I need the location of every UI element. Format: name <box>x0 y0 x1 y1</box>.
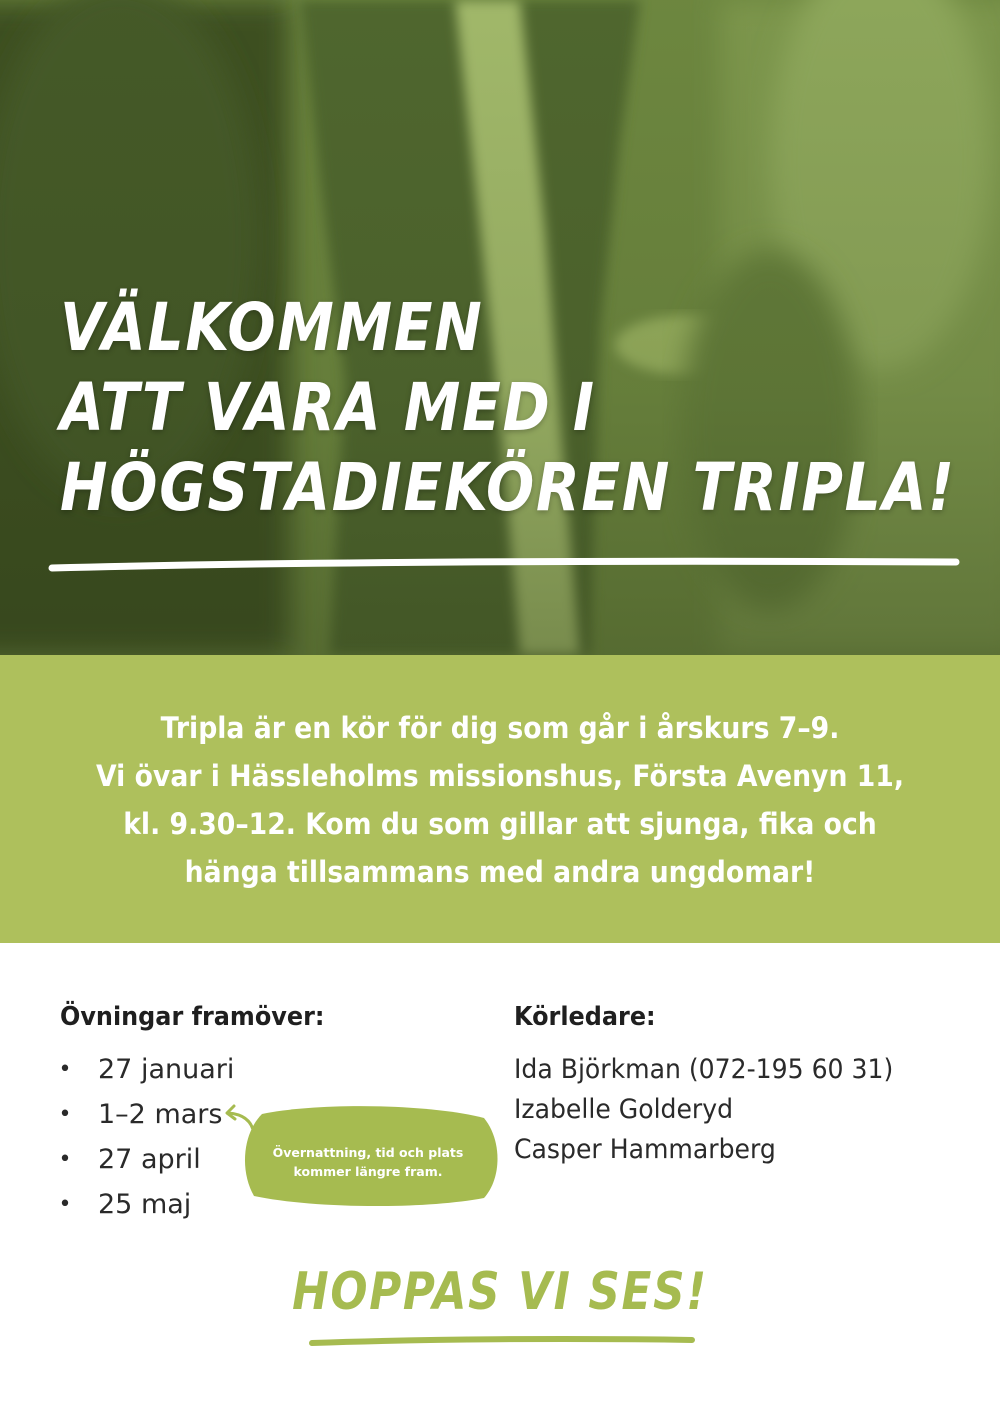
bullet-icon: • <box>58 1057 72 1082</box>
closing-underline-stroke <box>306 1332 698 1350</box>
intro-band <box>0 655 1000 943</box>
rehearsal-date: 27 april <box>98 1144 201 1175</box>
bullet-icon: • <box>58 1192 72 1217</box>
hero-underline-stroke <box>44 552 964 576</box>
rehearsal-date: 1–2 mars <box>98 1099 223 1130</box>
rehearsal-date: 27 januari <box>98 1054 235 1085</box>
list-item <box>58 1185 234 1230</box>
list-item <box>58 1050 234 1095</box>
intro-text <box>58 704 941 896</box>
list-item <box>58 1095 234 1140</box>
closing-slogan: HOPPAS VI SES! <box>292 1262 708 1322</box>
intro-line: hänga tillsammans med andra ungdomar! <box>184 855 816 889</box>
leaders-list <box>514 1050 922 1170</box>
intro-line: kl. 9.30–12. Kom du som gillar att sjunga, fika och <box>123 807 877 841</box>
intro-line: Tripla är en kör för dig som går i årskurs 7–9. <box>160 711 840 745</box>
hero-banner <box>0 0 1000 655</box>
bullet-icon: • <box>58 1147 72 1172</box>
rehearsal-date: 25 maj <box>98 1189 192 1220</box>
intro-line: Vi övar i Hässleholms missionshus, Första Avenyn 11, <box>95 759 905 793</box>
hero-title-line: VÄLKOMMEN <box>60 289 484 366</box>
hero-title <box>60 288 956 528</box>
leader-name: Ida Björkman (072-195 60 31) <box>514 1054 894 1085</box>
bullet-icon: • <box>58 1102 72 1127</box>
rehearsals-heading: Övningar framöver: <box>60 1002 325 1032</box>
hero-title-line: HÖGSTADIEKÖREN TRIPLA! <box>60 449 956 526</box>
overnight-note: Övernattning, tid och plats kommer längre fram. <box>272 1145 464 1179</box>
hero-title-line: ATT VARA MED I <box>60 369 596 446</box>
leader-name: Casper Hammarberg <box>514 1134 776 1165</box>
leader-name: Izabelle Golderyd <box>514 1094 734 1125</box>
leaders-heading: Körledare: <box>514 1002 656 1032</box>
rehearsal-dates-list <box>58 1050 234 1230</box>
list-item <box>58 1140 234 1185</box>
